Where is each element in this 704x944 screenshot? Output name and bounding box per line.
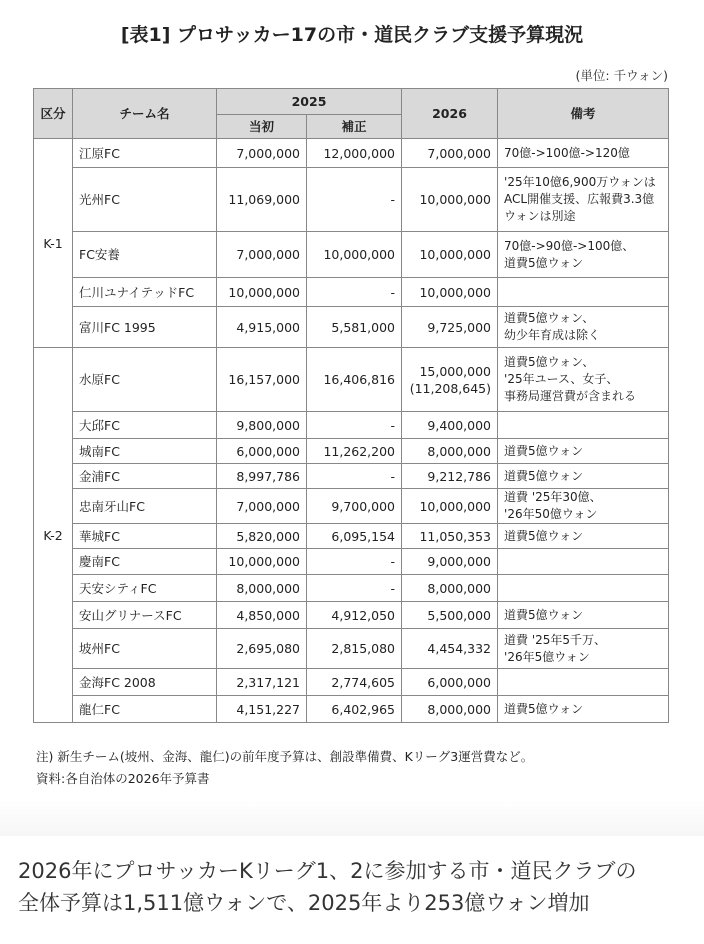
budget-2026-value: 10,000,000 (419, 192, 492, 207)
remarks-line: 70億->90億->100億、 (504, 238, 635, 253)
budget-2026-value: 8,000,000 (427, 701, 492, 717)
budget-2025-revised-cell: 5,581,000 (307, 307, 402, 348)
table-row (34, 232, 669, 278)
budget-2025-initial-cell: 2,317,121 (217, 669, 307, 696)
team-name-cell: 大邱FC (73, 412, 217, 439)
remarks-line: 道費5億ウォン (504, 607, 584, 622)
budget-2026-value: 10,000,000 (419, 498, 492, 514)
remarks-line: ウォンは別途 (504, 209, 576, 223)
budget-2025-initial-cell: 4,850,000 (217, 602, 307, 629)
budget-2025-initial-cell: 8,997,786 (217, 464, 307, 489)
remarks-line: '25年10億6,900万ウォンは (504, 175, 656, 189)
remarks-line: 道費5億ウォン (504, 701, 584, 716)
header-revised: 補正 (307, 115, 402, 139)
remarks-cell (498, 439, 669, 464)
budget-2026-cell (402, 549, 498, 575)
budget-table (33, 88, 669, 723)
budget-2026-cell (402, 464, 498, 489)
remarks-line: 道費5億ウォン (504, 443, 584, 458)
budget-2025-revised-cell: - (307, 168, 402, 232)
remarks-cell (498, 629, 669, 669)
remarks-cell (498, 549, 669, 575)
budget-2026-cell (402, 278, 498, 307)
team-name-cell: 仁川ユナイテッドFC (73, 278, 217, 307)
budget-2025-initial-cell: 11,069,000 (217, 168, 307, 232)
remarks-cell (498, 278, 669, 307)
budget-2026-cell (402, 696, 498, 723)
budget-2026-cell (402, 439, 498, 464)
team-name-cell: 慶南FC (73, 549, 217, 575)
footnote-source: 資料:各自治体の2026年予算書 (36, 771, 210, 786)
budget-2025-revised-cell: 12,000,000 (307, 139, 402, 168)
table-row (34, 464, 669, 489)
budget-2025-revised-cell: 2,774,605 (307, 669, 402, 696)
table-row (34, 139, 669, 168)
budget-2026-value: 9,212,786 (427, 468, 492, 484)
table-row (34, 307, 669, 348)
budget-2026-value: 6,000,000 (427, 674, 492, 690)
budget-2026-value: 15,000,000 (419, 363, 492, 379)
budget-2025-revised-cell: 6,402,965 (307, 696, 402, 723)
budget-2025-revised-cell: - (307, 278, 402, 307)
remarks-line: 道費5億ウォン (504, 468, 584, 483)
budget-2026-value: 10,000,000 (419, 284, 492, 300)
remarks-line: 70億->100億->120億 (504, 145, 630, 160)
budget-2026-value: 5,500,000 (427, 607, 492, 623)
remarks-cell (498, 412, 669, 439)
team-name-cell: 龍仁FC (73, 696, 217, 723)
page-title: [表1] プロサッカー17の市・道民クラブ支援予算現況 (120, 24, 584, 46)
budget-2026-value: 8,000,000 (427, 443, 492, 459)
footnotes (36, 746, 533, 790)
budget-2025-revised-cell: 11,262,200 (307, 439, 402, 464)
caption (18, 855, 698, 919)
header-2026: 2026 (402, 89, 498, 139)
table-row (34, 549, 669, 575)
remarks-line: '26年5億ウォン (504, 649, 590, 664)
team-name-cell: 水原FC (73, 348, 217, 412)
table-row (34, 696, 669, 723)
budget-2025-revised-cell: - (307, 412, 402, 439)
remarks-cell (498, 524, 669, 549)
budget-2025-initial-cell: 7,000,000 (217, 232, 307, 278)
header-initial: 当初 (217, 115, 307, 139)
team-name-cell: 華城FC (73, 524, 217, 549)
budget-2026-cell (402, 602, 498, 629)
header-2025: 2025 (217, 89, 402, 115)
budget-2025-revised-cell: - (307, 464, 402, 489)
budget-2025-revised-cell: 2,815,080 (307, 629, 402, 669)
remarks-line: 道費 '25年30億、 (504, 490, 602, 504)
header-division: 区分 (34, 89, 73, 139)
table-row (34, 575, 669, 602)
budget-2026-cell (402, 575, 498, 602)
budget-2026-value: 11,050,353 (419, 528, 492, 544)
division-cell: K-2 (34, 348, 73, 723)
team-name-cell: 金浦FC (73, 464, 217, 489)
budget-2025-initial-cell: 10,000,000 (217, 278, 307, 307)
budget-2026-value: 9,400,000 (427, 417, 492, 433)
unit-label: (単位: 千ウォン) (575, 68, 668, 83)
table-row (34, 489, 669, 524)
budget-2025-revised-cell: 9,700,000 (307, 489, 402, 524)
budget-2025-initial-cell: 9,800,000 (217, 412, 307, 439)
budget-2025-revised-cell: - (307, 575, 402, 602)
table-row (34, 278, 669, 307)
budget-2026-cell (402, 139, 498, 168)
budget-2025-revised-cell: 10,000,000 (307, 232, 402, 278)
team-name-cell: 江原FC (73, 139, 217, 168)
budget-2025-initial-cell: 7,000,000 (217, 489, 307, 524)
budget-2026-value: 9,000,000 (427, 554, 492, 569)
remarks-line: '25年ユース、女子、 (504, 372, 619, 386)
table-row (34, 602, 669, 629)
remarks-line: 道費5億ウォン (504, 528, 584, 543)
team-name-cell: 光州FC (73, 168, 217, 232)
budget-2026-value: 10,000,000 (419, 247, 492, 262)
remarks-line: 道費5億ウォン (504, 255, 584, 270)
budget-2026-cell (402, 524, 498, 549)
budget-2025-initial-cell: 5,820,000 (217, 524, 307, 549)
budget-2025-initial-cell: 7,000,000 (217, 139, 307, 168)
footnote-note: 注) 新生チーム(坡州、金海、龍仁)の前年度予算は、創設準備費、Kリーグ3運営費など。 (36, 749, 534, 764)
budget-2026-cell (402, 348, 498, 412)
remarks-line: 事務局運営費が含まれる (504, 389, 637, 403)
remarks-line: 道費 '25年5千万、 (504, 632, 607, 647)
budget-2025-initial-cell: 6,000,000 (217, 439, 307, 464)
remarks-line: ACL開催支援、広報費3.3億 (504, 192, 655, 206)
budget-2025-revised-cell: 4,912,050 (307, 602, 402, 629)
remarks-cell (498, 348, 669, 412)
budget-2025-initial-cell: 10,000,000 (217, 549, 307, 575)
header-team: チーム名 (73, 89, 217, 139)
budget-2026-cell (402, 307, 498, 348)
remarks-cell (498, 232, 669, 278)
budget-2026-value: 9,725,000 (427, 319, 492, 335)
remarks-line: 道費5億ウォン、 (504, 355, 595, 369)
budget-2026-cell (402, 232, 498, 278)
budget-2026-value: 8,000,000 (427, 580, 492, 596)
budget-2026-value: 4,454,332 (427, 641, 492, 656)
budget-2025-revised-cell: - (307, 549, 402, 575)
division-cell: K-1 (34, 139, 73, 348)
table-row (34, 412, 669, 439)
budget-2025-revised-cell: 6,095,154 (307, 524, 402, 549)
remarks-cell (498, 669, 669, 696)
header-remarks: 備考 (498, 89, 669, 139)
team-name-cell: 忠南牙山FC (73, 489, 217, 524)
table-row (34, 669, 669, 696)
team-name-cell: 富川FC 1995 (73, 307, 217, 348)
budget-2025-initial-cell: 4,915,000 (217, 307, 307, 348)
budget-2025-initial-cell: 2,695,080 (217, 629, 307, 669)
budget-2025-initial-cell: 4,151,227 (217, 696, 307, 723)
table-row (34, 629, 669, 669)
budget-2025-revised-cell: 16,406,816 (307, 348, 402, 412)
team-name-cell: 坡州FC (73, 629, 217, 669)
budget-2025-initial-cell: 16,157,000 (217, 348, 307, 412)
table-row (34, 168, 669, 232)
budget-2026-value: 7,000,000 (427, 145, 492, 161)
table-row (34, 524, 669, 549)
budget-2026-cell (402, 669, 498, 696)
team-name-cell: 安山グリナースFC (73, 602, 217, 629)
table-row (34, 439, 669, 464)
table-row (34, 348, 669, 412)
remarks-cell (498, 602, 669, 629)
remarks-line: 幼少年育成は除く (504, 328, 601, 342)
budget-2026-cell (402, 168, 498, 232)
budget-2026-cell (402, 489, 498, 524)
remarks-line: '26年50億ウォン (504, 507, 598, 521)
team-name-cell: FC安養 (73, 232, 217, 278)
remarks-cell (498, 168, 669, 232)
remarks-line: 道費5億ウォン、 (504, 311, 595, 325)
team-name-cell: 金海FC 2008 (73, 669, 217, 696)
team-name-cell: 城南FC (73, 439, 217, 464)
remarks-cell (498, 307, 669, 348)
caption-line-2: 全体予算は1,511億ウォンで、2025年より253億ウォン増加 (18, 891, 590, 915)
remarks-cell (498, 464, 669, 489)
budget-2026-cell (402, 629, 498, 669)
remarks-cell (498, 696, 669, 723)
remarks-cell (498, 489, 669, 524)
budget-2025-initial-cell: 8,000,000 (217, 575, 307, 602)
caption-line-1: 2026年にプロサッカーKリーグ1、2に参加する市・道民クラブの (18, 859, 637, 883)
remarks-cell (498, 575, 669, 602)
remarks-cell (498, 139, 669, 168)
budget-2026-subvalue: (11,208,645) (409, 380, 492, 396)
budget-2026-cell (402, 412, 498, 439)
section-divider (0, 800, 704, 836)
team-name-cell: 天安シティFC (73, 575, 217, 602)
